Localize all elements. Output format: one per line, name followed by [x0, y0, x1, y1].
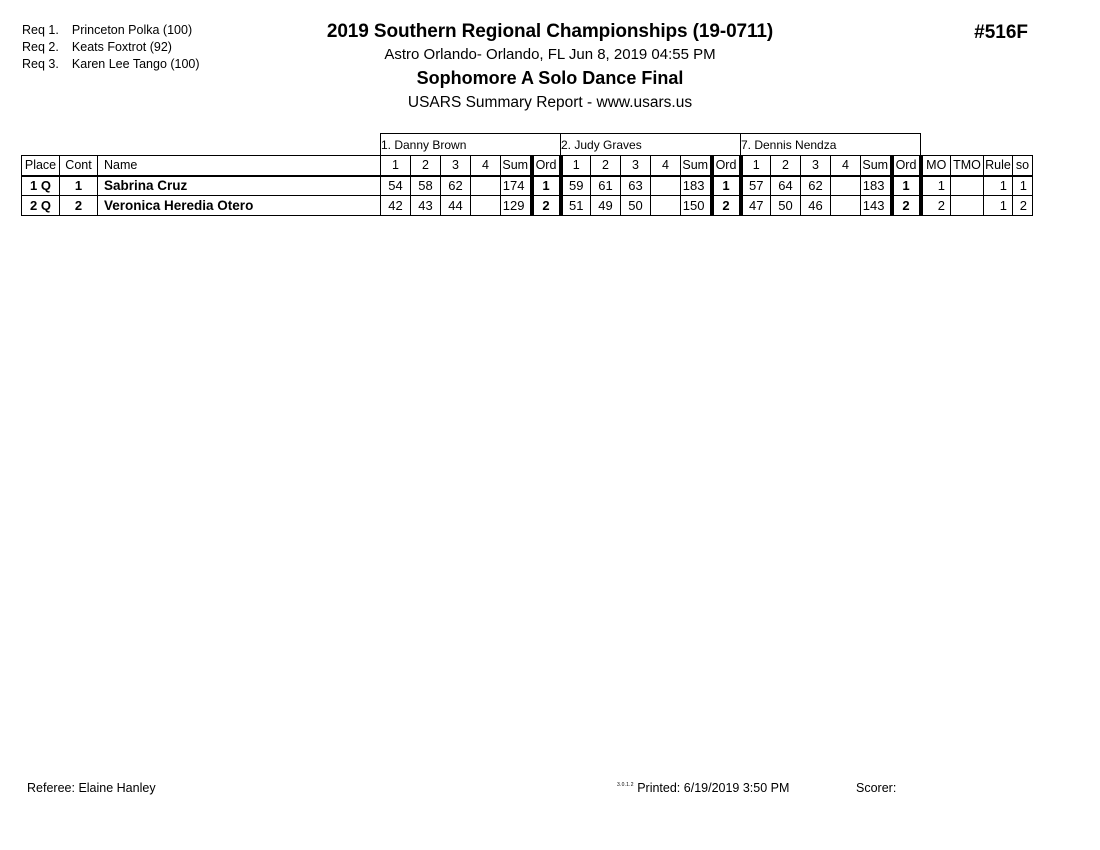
header-j1-dance-1: 1	[381, 156, 411, 176]
header-so: so	[1013, 156, 1033, 176]
header-j2-dance-3: 3	[621, 156, 651, 176]
cell-j2-dance-1: 51	[561, 196, 591, 216]
cell-j1-dance-3: 44	[441, 196, 471, 216]
table-row	[22, 196, 1033, 216]
cell-j3-sum: 183	[861, 176, 892, 196]
report-header	[0, 20, 1100, 114]
table-row	[22, 176, 1033, 196]
event-title: Sophomore A Solo Dance Final	[416, 68, 684, 88]
requirement-number: 2.	[48, 40, 59, 54]
cell-j1-dance-1: 54	[381, 176, 411, 196]
cell-j2-dance-4	[651, 196, 681, 216]
referee-label: Referee:	[27, 781, 75, 795]
header-rule: Rule	[984, 156, 1013, 176]
printed-label: Printed:	[637, 781, 681, 795]
cell-place: 1 Q	[22, 176, 60, 196]
header-j3-sum: Sum	[861, 156, 892, 176]
cell-cont: 2	[60, 196, 98, 216]
cell-j3-ord: 2	[892, 196, 921, 216]
header-j3-dance-2: 2	[771, 156, 801, 176]
report-subtitle: USARS Summary Report - www.usars.us	[407, 94, 693, 111]
requirement-label: Req	[22, 23, 45, 37]
table-header-row	[22, 156, 1033, 176]
cell-j1-sum: 129	[501, 196, 532, 216]
cell-j1-dance-3: 62	[441, 176, 471, 196]
cell-j1-dance-2: 58	[411, 176, 441, 196]
cell-j3-dance-3: 62	[801, 176, 831, 196]
cell-rule: 1	[984, 196, 1013, 216]
requirement-label: Req	[22, 57, 45, 71]
cell-so: 1	[1013, 176, 1033, 196]
requirement-number: 1.	[48, 23, 59, 37]
cell-j3-dance-2: 64	[771, 176, 801, 196]
cell-j2-dance-3: 63	[621, 176, 651, 196]
event-number: #516F	[974, 22, 1028, 43]
cell-j3-dance-1: 57	[741, 176, 771, 196]
header-j2-sum: Sum	[681, 156, 712, 176]
cell-j3-dance-1: 47	[741, 196, 771, 216]
cell-j1-ord: 1	[532, 176, 561, 196]
cell-j2-sum: 183	[681, 176, 712, 196]
print-version-code: 3.0.1.2	[617, 782, 634, 788]
cell-j2-dance-1: 59	[561, 176, 591, 196]
cell-j2-dance-2: 49	[591, 196, 621, 216]
band-spacer	[22, 134, 381, 156]
judge-header-2: 2. Judy Graves	[561, 134, 741, 156]
cell-so: 2	[1013, 196, 1033, 216]
cell-skater-name: Veronica Heredia Otero	[98, 196, 381, 216]
requirement-label: Req	[22, 40, 45, 54]
header-cont: Cont	[60, 156, 98, 176]
header-j1-dance-2: 2	[411, 156, 441, 176]
cell-j3-dance-3: 46	[801, 196, 831, 216]
cell-j1-dance-4	[471, 176, 501, 196]
scorer-field	[856, 781, 896, 795]
header-j1-ord: Ord	[532, 156, 561, 176]
header-j3-dance-1: 1	[741, 156, 771, 176]
competition-title: 2019 Southern Regional Championships (19-0711)	[326, 21, 774, 42]
cell-j1-dance-1: 42	[381, 196, 411, 216]
header-j2-ord: Ord	[712, 156, 741, 176]
header-j3-dance-3: 3	[801, 156, 831, 176]
cell-j1-dance-4	[471, 196, 501, 216]
judge-header-1: 1. Danny Brown	[381, 134, 561, 156]
judge-band-row	[22, 134, 1033, 156]
results-table-container	[21, 133, 1033, 216]
cell-cont: 1	[60, 176, 98, 196]
cell-j2-ord: 2	[712, 196, 741, 216]
cell-j3-dance-2: 50	[771, 196, 801, 216]
cell-j1-ord: 2	[532, 196, 561, 216]
cell-j2-dance-3: 50	[621, 196, 651, 216]
venue-datetime: Astro Orlando- Orlando, FL Jun 8, 2019 04:55 PM	[384, 46, 716, 63]
cell-j3-ord: 1	[892, 176, 921, 196]
header-tmo: TMO	[951, 156, 984, 176]
judge-header-3: 7. Dennis Nendza	[741, 134, 921, 156]
band-spacer	[921, 134, 1033, 156]
requirement-number: 3.	[48, 57, 59, 71]
header-place: Place	[22, 156, 60, 176]
cell-j2-sum: 150	[681, 196, 712, 216]
referee-name: Elaine Hanley	[78, 781, 156, 795]
report-footer	[0, 781, 1100, 801]
header-name: Name	[98, 156, 381, 176]
cell-tmo	[951, 176, 984, 196]
header-j1-sum: Sum	[501, 156, 532, 176]
header-j2-dance-4: 4	[651, 156, 681, 176]
requirement-name: Princeton Polka (100)	[71, 23, 193, 37]
cell-mo: 1	[921, 176, 951, 196]
header-j2-dance-1: 1	[561, 156, 591, 176]
header-j1-dance-3: 3	[441, 156, 471, 176]
referee-field	[27, 781, 156, 795]
scorer-label: Scorer:	[856, 781, 897, 795]
printed-field	[617, 781, 789, 795]
cell-j2-dance-2: 61	[591, 176, 621, 196]
header-j3-dance-4: 4	[831, 156, 861, 176]
results-table	[21, 133, 1033, 216]
header-mo: MO	[921, 156, 951, 176]
cell-j3-dance-4	[831, 176, 861, 196]
cell-mo: 2	[921, 196, 951, 216]
cell-j1-sum: 174	[501, 176, 532, 196]
cell-j1-dance-2: 43	[411, 196, 441, 216]
cell-rule: 1	[984, 176, 1013, 196]
cell-j2-dance-4	[651, 176, 681, 196]
cell-skater-name: Sabrina Cruz	[98, 176, 381, 196]
cell-tmo	[951, 196, 984, 216]
header-j2-dance-2: 2	[591, 156, 621, 176]
requirement-name: Keats Foxtrot (92)	[71, 40, 172, 54]
cell-place: 2 Q	[22, 196, 60, 216]
cell-j2-ord: 1	[712, 176, 741, 196]
cell-j3-sum: 143	[861, 196, 892, 216]
header-j1-dance-4: 4	[471, 156, 501, 176]
header-j3-ord: Ord	[892, 156, 921, 176]
requirement-name: Karen Lee Tango (100)	[71, 57, 200, 71]
printed-timestamp: 6/19/2019 3:50 PM	[683, 781, 790, 795]
cell-j3-dance-4	[831, 196, 861, 216]
